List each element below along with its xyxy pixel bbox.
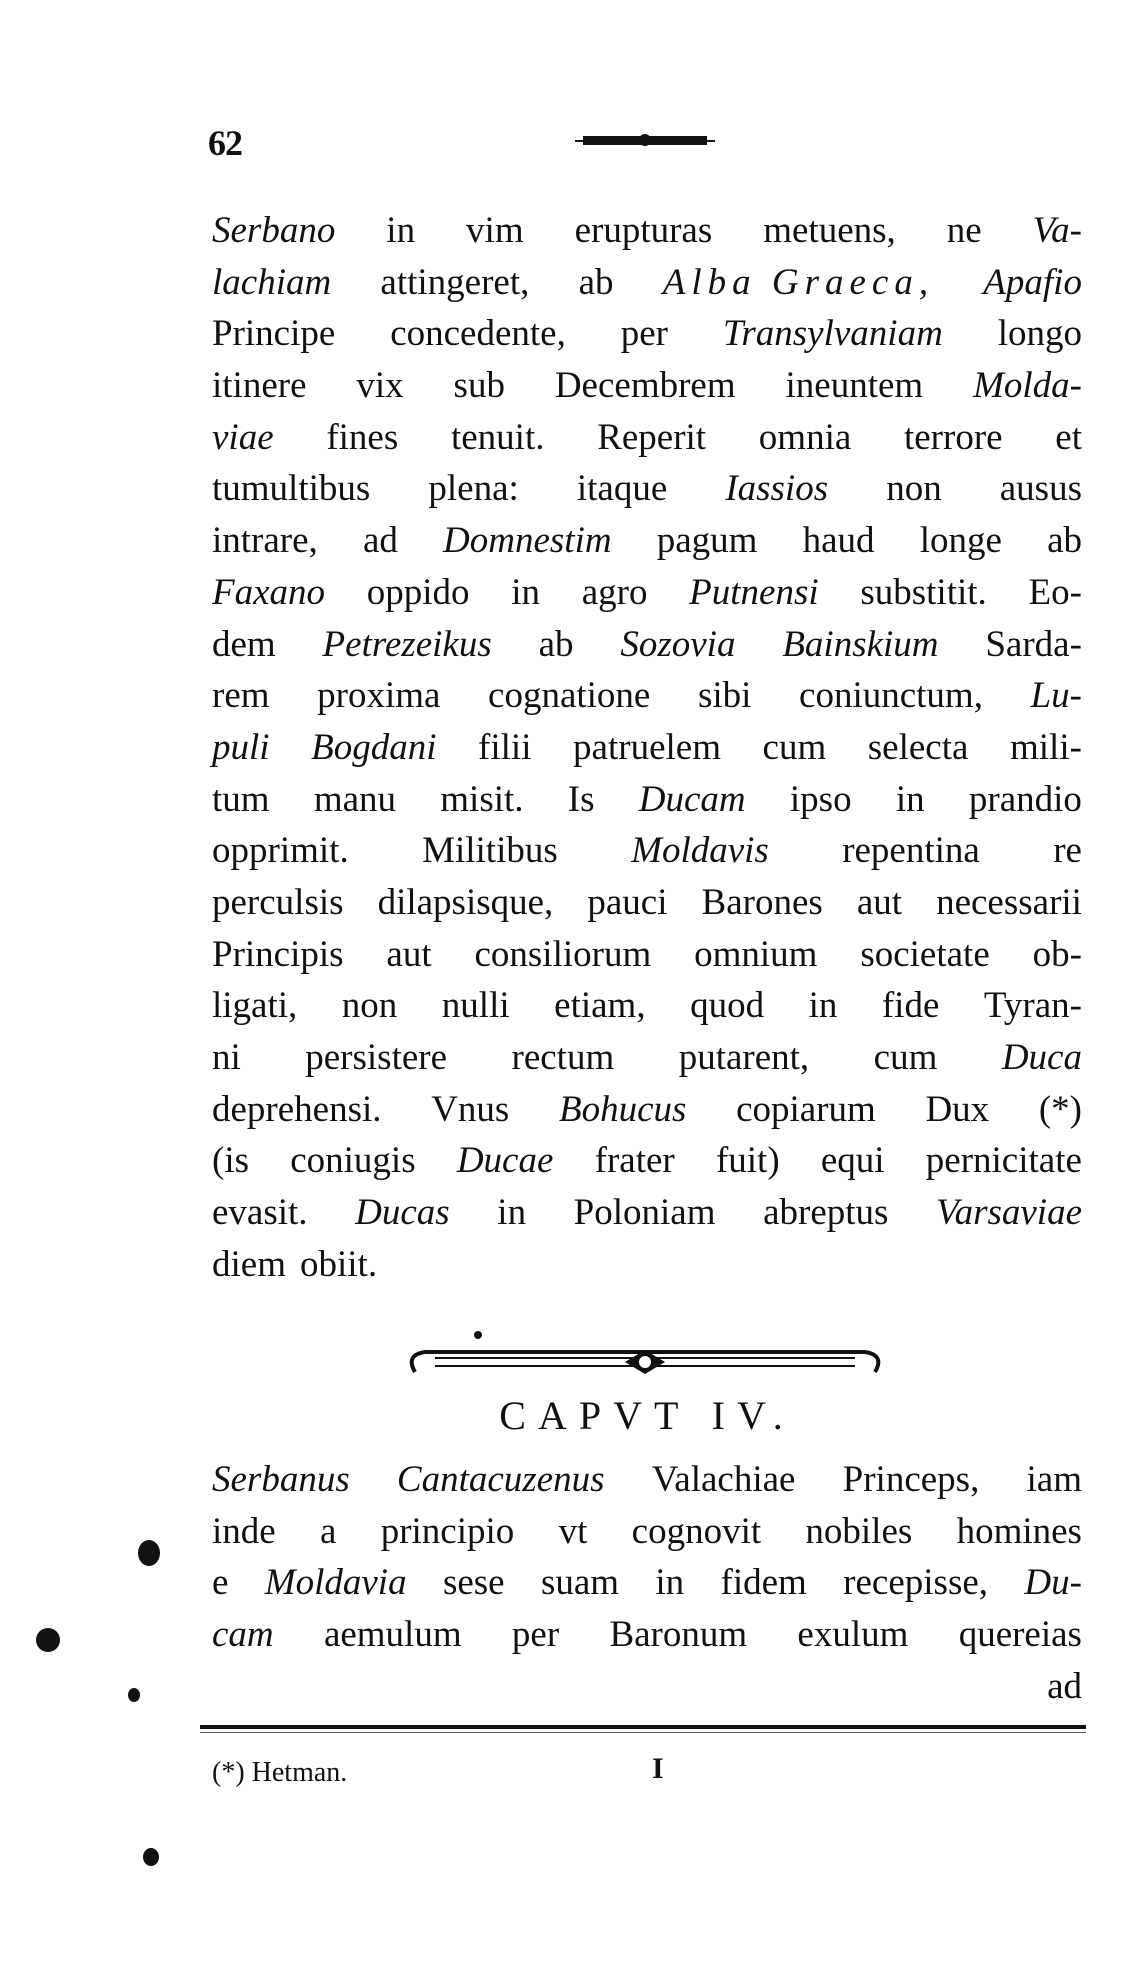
word: aemulum [323, 1614, 462, 1656]
word: per [620, 313, 668, 355]
word: coniugis [290, 1140, 416, 1182]
word: pauci [587, 881, 668, 923]
word: homines [956, 1510, 1082, 1552]
word: sub [453, 365, 505, 407]
word: ad [1047, 1665, 1082, 1707]
word: Dux [925, 1088, 990, 1130]
word: et [1055, 416, 1082, 458]
word: obiit. [299, 1243, 378, 1285]
word: Molda- [973, 365, 1082, 407]
word: Faxano [212, 571, 326, 613]
word: intrare, [212, 520, 318, 562]
word: concedente, [390, 313, 566, 355]
word: fines [326, 416, 399, 458]
word: tumultibus [212, 468, 371, 510]
text-line [212, 1084, 1082, 1136]
text-line [212, 308, 1082, 360]
text-line [212, 463, 1082, 515]
word: rem [212, 675, 270, 717]
word: tenuit. [450, 416, 545, 458]
word: attingeret, [380, 261, 530, 303]
word: evasit. [212, 1192, 308, 1234]
text-line [212, 825, 1082, 877]
word: longe [919, 520, 1002, 562]
paragraph-main [212, 205, 1082, 1290]
word: inde [212, 1510, 276, 1552]
text-line [212, 567, 1082, 619]
word: Ducam [638, 778, 746, 820]
word: fuit) [715, 1140, 780, 1182]
text-line [212, 515, 1082, 567]
word: Bogdani [311, 726, 437, 768]
word: opprimit. [212, 830, 349, 872]
word: in [497, 1192, 527, 1234]
word: patruelem [573, 726, 721, 768]
word: sese [442, 1562, 505, 1604]
word: copiarum [736, 1088, 876, 1130]
word: selecta [867, 726, 969, 768]
word: deprehensi. [212, 1088, 382, 1130]
word: manu [313, 778, 397, 820]
text-line [212, 774, 1082, 826]
word: quod [690, 985, 765, 1027]
word: Varsaviae [936, 1192, 1082, 1234]
text-line [212, 1135, 1082, 1187]
word: in [808, 985, 838, 1027]
word: rectum [511, 1037, 615, 1078]
word: misit. [440, 778, 524, 820]
word: erupturas [574, 210, 713, 251]
word: (*) [1038, 1088, 1082, 1130]
word: plena: [428, 468, 519, 510]
word: principio [380, 1510, 515, 1552]
word: filii [478, 726, 532, 768]
word: putarent, [678, 1037, 810, 1078]
word: coniunctum, [799, 675, 983, 717]
word: cognovit [631, 1510, 762, 1552]
word: longo [997, 313, 1082, 355]
text-line [212, 619, 1082, 671]
text-line [212, 877, 1082, 929]
word: Decembrem [554, 365, 736, 407]
text-line [212, 360, 1082, 412]
ink-blot [143, 1848, 159, 1866]
word: metuens, [763, 210, 896, 251]
word: persistere [305, 1037, 448, 1078]
word: in [895, 778, 925, 820]
word: agro [581, 571, 648, 613]
word: ne [946, 210, 982, 251]
word: itinere [212, 365, 307, 407]
word: nobiles [805, 1510, 913, 1552]
word: Ducas [355, 1192, 450, 1234]
word: Serbanus [212, 1459, 350, 1500]
word: diem [212, 1243, 286, 1285]
word: aut [856, 881, 903, 923]
word: etiam, [554, 985, 646, 1027]
chapter-heading: CAPVT IV. [499, 1393, 795, 1438]
ink-blot [128, 1688, 140, 1702]
word: nulli [441, 985, 510, 1027]
word: Principe [212, 313, 336, 355]
text-line [212, 412, 1082, 464]
text-line [212, 1506, 1082, 1558]
word: ipso [789, 778, 852, 820]
ink-blot [138, 1540, 160, 1566]
footnote-rule-thin [200, 1732, 1086, 1733]
text-line [212, 980, 1082, 1032]
word: Barones [701, 881, 823, 923]
text-line [212, 205, 1082, 257]
word: Petrezeikus [322, 623, 492, 665]
word: iam [1026, 1459, 1082, 1500]
text-line [212, 1239, 1082, 1291]
word: cum [873, 1037, 938, 1078]
word: Apafio [983, 261, 1082, 303]
word: vim [466, 210, 524, 251]
word: per [511, 1614, 560, 1656]
word: oppido [366, 571, 470, 613]
header-ornament [575, 130, 715, 152]
word: non [886, 468, 942, 510]
word: necessarii [936, 881, 1082, 923]
word: non [341, 985, 398, 1027]
word: terrore [903, 416, 1003, 458]
word: Eo- [1028, 571, 1082, 613]
word: Reperit [597, 416, 707, 458]
word: in [511, 571, 540, 613]
word: ab [1047, 520, 1082, 562]
word: Is [567, 778, 595, 820]
word: Bohucus [558, 1088, 687, 1130]
word: tum [212, 778, 270, 820]
word: Vnus [431, 1088, 510, 1130]
word: recepisse, [843, 1562, 989, 1604]
word: perculsis [212, 881, 344, 923]
word: consiliorum [474, 933, 652, 975]
word: fide [881, 985, 940, 1027]
word: substitit. [860, 571, 987, 613]
word: puli [212, 726, 270, 768]
word: Militibus [422, 830, 558, 872]
word: itaque [576, 468, 668, 510]
word: exulum [797, 1614, 909, 1656]
word: lachiam [212, 261, 332, 303]
word: aut [386, 933, 432, 975]
footnote-rule [200, 1725, 1086, 1729]
word: Domnestim [443, 520, 612, 562]
word: re [1053, 830, 1082, 872]
word: societate [860, 933, 990, 975]
word: vt [558, 1510, 588, 1552]
word: ob- [1032, 933, 1082, 975]
text-line [212, 1454, 1082, 1506]
word: Baronum [609, 1614, 748, 1656]
word: Moldavis [631, 830, 769, 872]
footnote: (*) Hetman. [212, 1757, 348, 1788]
word: Poloniam [573, 1192, 716, 1234]
word: proxima [317, 675, 441, 717]
word: prandio [968, 778, 1082, 820]
word: abreptus [763, 1192, 889, 1234]
word: fidem [720, 1562, 807, 1604]
word: Moldavia [264, 1562, 407, 1604]
text-line [212, 670, 1082, 722]
word: dilapsisque, [377, 881, 554, 923]
text-line [212, 1661, 1082, 1713]
word: omnia [758, 416, 852, 458]
word: repentina [842, 830, 980, 872]
section-ornament [395, 1330, 895, 1390]
ink-blot [36, 1628, 60, 1652]
word: a [319, 1510, 337, 1552]
word: in [386, 210, 416, 251]
word: Sarda- [985, 623, 1082, 665]
word: ab [578, 261, 614, 303]
word: Putnensi [689, 571, 819, 613]
word: frater [594, 1140, 675, 1182]
word: ausus [999, 468, 1082, 510]
word: ligati, [212, 985, 298, 1027]
word: viae [212, 416, 274, 458]
word: Valachiae [651, 1459, 796, 1500]
page-number: 62 [208, 123, 242, 163]
word: pernicitate [925, 1140, 1082, 1182]
word: Ducae [456, 1140, 554, 1182]
word: Bainskium [782, 623, 939, 665]
word: omnium [694, 933, 818, 975]
word: Iassios [725, 468, 829, 510]
word: vix [356, 365, 404, 407]
word: Du- [1024, 1562, 1082, 1604]
word: pagum [656, 520, 758, 562]
word: Cantacuzenus [396, 1459, 605, 1500]
word: haud [802, 520, 875, 562]
word: cum [762, 726, 827, 768]
word: dem [212, 623, 276, 665]
word: e [212, 1562, 229, 1604]
word: Lu- [1030, 675, 1082, 717]
text-line [212, 257, 1082, 309]
word: Alba Graeca, [662, 261, 935, 303]
word: equi [820, 1140, 885, 1182]
word: cognatione [488, 675, 651, 717]
word: Sozovia [620, 623, 736, 665]
text-line [212, 1187, 1082, 1239]
word: Tyran- [983, 985, 1082, 1027]
word: in [655, 1562, 685, 1604]
word: quereias [958, 1614, 1082, 1656]
word: Duca [1001, 1037, 1082, 1078]
text-line [212, 722, 1082, 774]
text-line [212, 1609, 1082, 1661]
word: suam [540, 1562, 620, 1604]
word: ni [212, 1037, 241, 1078]
word: Serbano [212, 210, 336, 251]
word: ab [538, 623, 574, 665]
word: ineuntem [785, 365, 924, 407]
text-line [212, 929, 1082, 981]
word: cam [212, 1614, 274, 1656]
word: (is [212, 1140, 249, 1182]
signature-mark: I [652, 1752, 664, 1785]
text-line [212, 1032, 1082, 1084]
word: sibi [697, 675, 752, 717]
word: ad [362, 520, 398, 562]
word: Va- [1032, 210, 1082, 251]
text-line [212, 1557, 1082, 1609]
word: Principis [212, 933, 344, 975]
word: Princeps, [842, 1459, 980, 1500]
word: mili- [1009, 726, 1082, 768]
word: Transylvaniam [722, 313, 943, 355]
paragraph-chapter-four [212, 1454, 1082, 1712]
